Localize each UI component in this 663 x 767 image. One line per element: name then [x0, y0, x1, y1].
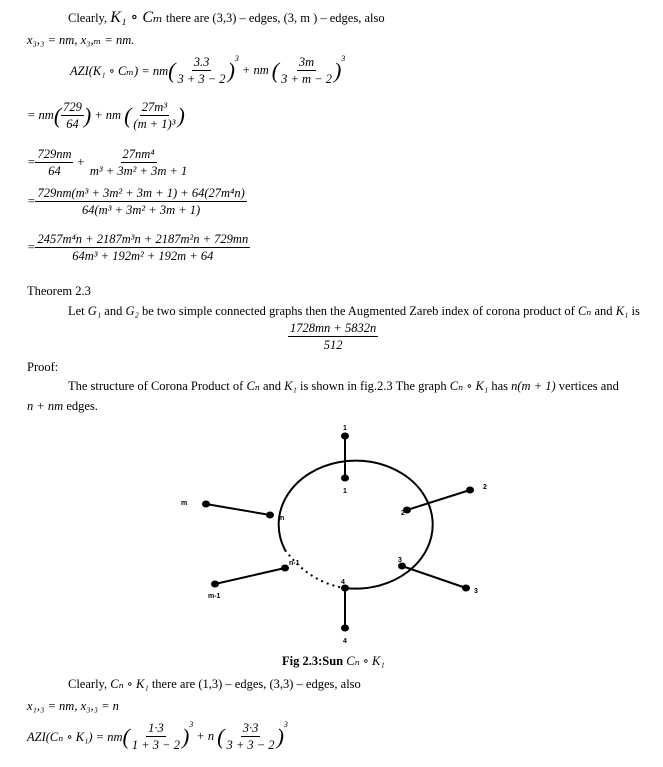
- pendant-vertex-m-1: [211, 581, 219, 588]
- cycle-vertex-n: [266, 512, 274, 519]
- eq6-lhs: AZI(Cₙ ∘ K₁) = nm: [27, 729, 123, 744]
- eq1-frac1-den: 3 + 3 − 2: [177, 72, 226, 86]
- eq3-frac2-den: m³ + 3m² + 3m + 1: [89, 164, 188, 178]
- label-bleft-inner: n-1: [289, 560, 300, 567]
- figure-caption-bold: Fig 2.3:Sun: [282, 654, 344, 668]
- equation-5: [27, 231, 250, 264]
- eq1-plus: + nm: [241, 63, 269, 77]
- pendant-vertex-2: [466, 487, 474, 494]
- pendant-vertex-m: [202, 501, 210, 508]
- eq6-frac1: [130, 720, 182, 753]
- label-bleft-outer: m-1: [208, 593, 221, 600]
- proof-graph: Cₙ ∘ K₁: [449, 379, 489, 393]
- eq2-frac1: [61, 99, 84, 132]
- label-bottom-inner: 4: [341, 579, 345, 586]
- eq6-frac1-num: 1·3: [148, 721, 164, 735]
- eq6-frac2-den: 3 + 3 − 2: [226, 738, 275, 752]
- label-right-outer: 2: [483, 484, 487, 491]
- label-left-outer: m: [181, 500, 188, 507]
- equation-1: AZI(K₁ ∘ Cₘ) = nm ( $\frac{3.3}{3 + 3 - 2}$ ) $^3$ + nm ( $\frac{3m}{3 + m - 2}$ ) $^3$: [70, 54, 346, 86]
- cycle-vertex-n-1: [281, 565, 289, 572]
- label-top-inner: 1: [343, 488, 347, 495]
- eq6-plus: + n: [196, 729, 215, 743]
- eq2-plus: + nm: [94, 108, 122, 122]
- eq3-frac1: [35, 146, 73, 179]
- eq1-frac2-num: 3m: [298, 55, 315, 69]
- label-bright-outer: 3: [474, 588, 478, 595]
- label-top-outer: 1: [343, 425, 347, 432]
- eq2-frac2-num: 27m³: [141, 100, 168, 114]
- para2-graph: Cₙ ∘ K₁: [110, 677, 149, 691]
- eq1-frac1: [175, 54, 227, 87]
- theorem-and2: and: [594, 304, 613, 318]
- proof-vertices: vertices and: [558, 379, 619, 393]
- cycle-dotted-arc: [285, 550, 345, 588]
- theorem-statement: [68, 303, 640, 319]
- label-bottom-outer: 4: [343, 638, 347, 645]
- cycle-vertex-1: [341, 475, 349, 482]
- eq6-frac1-den: 1 + 3 − 2: [131, 738, 180, 752]
- proof-k1: K₁: [284, 379, 297, 393]
- pendant-edge-m: [206, 504, 270, 515]
- proof-line-2: [27, 399, 98, 414]
- para2-line: [68, 676, 361, 692]
- para2-lead: Clearly,: [68, 677, 108, 691]
- eq6-pow1: 3: [189, 720, 194, 729]
- para1-lead: Clearly,: [68, 11, 108, 25]
- sun-graph-figure: [170, 418, 500, 646]
- eq4-num: 729nm(m³ + 3m² + 3m + 1) + 64(27m⁴n): [37, 186, 245, 200]
- eq1-frac2-den: 3 + m − 2: [281, 72, 332, 86]
- proof-line1-b: is shown in fig.2.3 The graph: [299, 379, 447, 393]
- theorem-title: Theorem 2.3: [27, 284, 91, 298]
- theorem-k1: K₁: [615, 304, 629, 318]
- eq6-frac2: [224, 720, 276, 753]
- eq4-frac: [35, 185, 246, 218]
- pendant-edge-2: [407, 490, 470, 510]
- theorem-cn: Cₙ: [577, 304, 592, 318]
- para1-line: [68, 7, 385, 27]
- proof-has: has: [491, 379, 508, 393]
- eq6-frac2-num: 3·3: [242, 721, 259, 735]
- proof-edges-expr: n + nm: [27, 399, 64, 413]
- pendant-vertex-3: [462, 585, 470, 592]
- proof-cn: Cₙ: [246, 379, 260, 393]
- eq-x-values-2: x₁,₃ = nm, x₃,₃ = n: [27, 699, 119, 713]
- eq1-frac2: [279, 54, 334, 87]
- proof-line1-a: The structure of Corona Product of: [68, 379, 244, 393]
- equation-2: = nm ( $\frac{729}{64}$ ) + nm ( $\frac{\text{27m³}}{\text{(m + 1)³}}$ ): [27, 100, 185, 131]
- eq1-frac1-num: 3.3: [193, 55, 210, 69]
- para1-graph: K₁ ∘ Cₘ: [110, 9, 163, 26]
- theorem-fraction: [288, 320, 378, 353]
- para2-edges-text: there are (1,3) – edges, (3,3) – edges, also: [151, 677, 361, 691]
- eq1-pow1: 3: [234, 54, 239, 63]
- eq3-frac1-den: 64: [48, 164, 61, 178]
- equation-3: [27, 146, 189, 179]
- eq2-frac2: [131, 99, 177, 132]
- figure-caption-math: Cₙ ∘ K₁: [346, 654, 385, 668]
- proof-and: and: [262, 379, 282, 393]
- eq4-den: 64(m³ + 3m² + 3m + 1): [82, 203, 201, 217]
- eq2-frac1-den: 64: [66, 117, 79, 131]
- eq5-num: 2457m⁴n + 2187m³n + 2187m²n + 729mn: [37, 232, 249, 246]
- para1-edges-text: there are (3,3) – edges, (3, m ) – edges, also: [165, 11, 385, 25]
- proof-edges: edges.: [66, 399, 98, 413]
- figure-caption: [282, 653, 385, 669]
- eq1-lhs: AZI(K₁ ∘ Cₘ) = nm: [70, 63, 169, 78]
- theorem-text-a: Let: [68, 304, 85, 318]
- eq3-frac2: [88, 146, 189, 179]
- eq2-lhs: = nm: [27, 108, 54, 122]
- theorem-g1: G₁: [87, 304, 102, 318]
- theorem-is: is: [631, 304, 640, 318]
- proof-vertices-expr: n(m + 1): [511, 379, 556, 393]
- theorem-frac-num: 1728mn + 5832n: [290, 321, 377, 335]
- eq2-frac2-den: (m + 1)³: [133, 117, 176, 131]
- equation-6: AZI(Cₙ ∘ K₁) = nm ( $\frac{1\cdot 3}{1 + 3 - 2}$ ) $^3$ + n ( $\frac{3\cdot 3}{3 + 3 - 2}$ ) $^3$: [27, 720, 288, 752]
- eq4-eq: =: [27, 194, 36, 208]
- label-left-inner: n: [280, 515, 285, 522]
- pendant-vertex-4: [341, 625, 349, 632]
- theorem-g2: G₂: [125, 304, 139, 318]
- eq-x-values: x₃,₃ = nm, x₃,ₘ = nm.: [27, 33, 135, 47]
- eq3-frac2-num: 27nm⁴: [122, 147, 155, 161]
- pendant-edge-m-1: [215, 568, 285, 584]
- eq5-den: 64m³ + 192m² + 192m + 64: [72, 249, 214, 263]
- eq3-frac1-num: 729nm: [37, 147, 72, 161]
- eq6-pow2: 3: [283, 720, 288, 729]
- pendant-vertex-1: [341, 433, 349, 440]
- eq5-eq: =: [27, 240, 36, 254]
- equation-4: [27, 185, 247, 218]
- eq3-plus: +: [76, 155, 85, 169]
- proof-title: Proof:: [27, 360, 59, 374]
- eq5-frac: [35, 231, 250, 264]
- theorem-and1: and: [104, 304, 123, 318]
- theorem-frac-den: 512: [323, 338, 343, 352]
- pendant-edge-3: [402, 566, 466, 588]
- label-right-inner: 2: [401, 510, 405, 517]
- proof-line-1: [68, 378, 619, 394]
- eq3-eq: =: [27, 155, 36, 169]
- theorem-text-b: be two simple connected graphs then the Augmented Zareb index of corona product of: [141, 304, 575, 318]
- label-bright-inner: 3: [398, 557, 402, 564]
- eq2-frac1-num: 729: [63, 100, 82, 114]
- eq1-pow2: 3: [341, 54, 346, 63]
